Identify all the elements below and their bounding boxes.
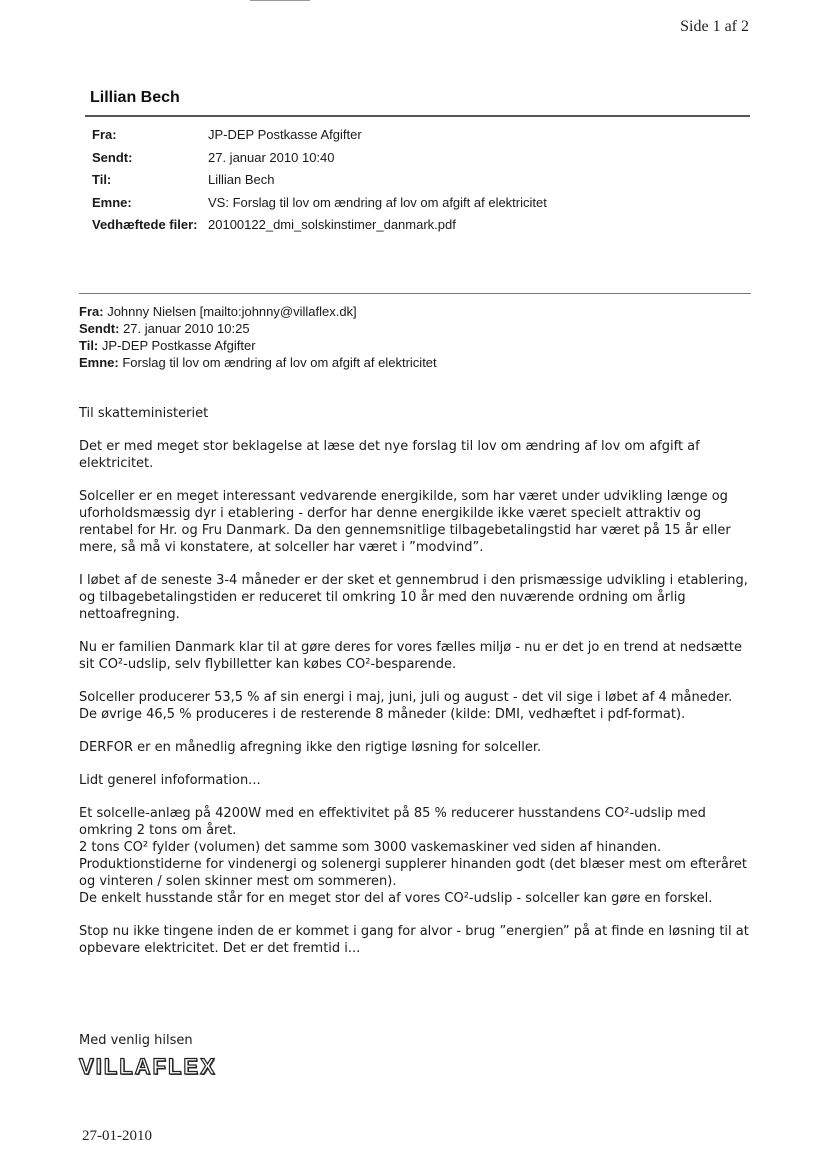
page-number: Side 1 af 2 xyxy=(680,18,749,35)
closing-salutation: Med venlig hilsen xyxy=(79,1033,193,1048)
header-value: JP-DEP Postkasse Afgifter xyxy=(208,127,362,142)
body-greeting: Til skatteministeriet xyxy=(79,406,209,421)
body-paragraph: Det er med meget stor beklagelse at læse det nye forslag til lov om ændring af lov om afgift af elektricitet. xyxy=(79,439,700,471)
header-value: VS: Forslag til lov om ændring af lov om afgift af elektricitet xyxy=(208,194,547,210)
scan-artifact-line xyxy=(250,0,310,1)
body-paragraph: Solceller er en meget interessant vedvarende energikilde, som har været under udvikling længe og uforholdsmæssig dyr i etablering - derfor har denne energikilde ikke været specielt attraktiv og rentabel for Hr. og Fru Danmark. Da den gennemsnitlige tilbagebetalingstid har været på 15 år eller mere, så må vi konstatere, at solceller har været i ”modvind”. xyxy=(79,489,731,555)
header-row-to xyxy=(90,172,750,195)
header-value: Lillian Bech xyxy=(208,172,275,187)
header-label: Til: xyxy=(92,172,112,187)
body-paragraph: Stop nu ikke tingene inden de er kommet i gang for alvor - brug ”energien” på at finde en løsning til at opbevare elektricitet. Det er det fremtid i... xyxy=(79,924,749,956)
header-value: 27. januar 2010 10:40 xyxy=(208,149,335,165)
body-paragraph: Solceller producerer 53,5 % af sin energi i maj, juni, juli og august - det vil sige i løbet af 4 måneder. De øvrige 46,5 % produceres i de resterende 8 måneder (kilde: DMI, vedhæftet i pdf-format). xyxy=(79,690,733,722)
forward-separator-rule xyxy=(79,293,751,294)
fwd-from: Fra: Johnny Nielsen [mailto:johnny@villaflex.dk] xyxy=(79,304,357,319)
header-label: Sendt: xyxy=(92,149,133,165)
body-paragraph: Produktionstiderne for vindenergi og solenergi supplerer hinanden godt (det blæser mest om efteråret og vinteren / solen skinner mest om sommeren). xyxy=(79,857,747,889)
footer-date: 27-01-2010 xyxy=(82,1128,152,1144)
body-paragraph: I løbet af de seneste 3-4 måneder er der sket et gennembrud i den prismæssige udvikling i etablering, og tilbagebetalingstiden er reduceret til omkring 10 år med den nuværende ordning om årlig nettoafregning. xyxy=(79,573,748,622)
body-paragraph: DERFOR er en månedlig afregning ikke den rigtige løsning for solceller. xyxy=(79,740,542,755)
header-row-from xyxy=(90,127,750,150)
header-label: Fra: xyxy=(92,127,117,142)
header-top-rule xyxy=(85,115,750,117)
email-body xyxy=(79,405,751,973)
mailbox-owner-name: Lillian Bech xyxy=(90,89,180,106)
villaflex-logo: VILLAFLEX xyxy=(79,1054,217,1079)
fwd-subject: Emne: Forslag til lov om ændring af lov om afgift af elektricitet xyxy=(79,355,437,370)
fwd-sent: Sendt: 27. januar 2010 10:25 xyxy=(79,321,250,336)
header-label: Emne: xyxy=(92,194,132,210)
body-paragraph: Nu er familien Danmark klar til at gøre deres for vores fælles miljø - nu er det jo en trend at nedsætte sit CO²-udslip, selv flybilletter kan købes CO²-besparende. xyxy=(79,640,742,672)
header-row-subject xyxy=(90,195,750,218)
email-header xyxy=(90,127,750,240)
body-paragraph: De enkelt husstande står for en meget stor del af vores CO²-udslip - solceller kan gøre en forskel. xyxy=(79,891,713,906)
header-row-attachments xyxy=(90,217,750,240)
header-label: Vedhæftede filer: xyxy=(92,217,198,232)
forwarded-header xyxy=(79,303,759,371)
body-paragraph: 2 tons CO² fylder (volumen) det samme som 3000 vaskemaskiner ved siden af hinanden. xyxy=(79,840,662,855)
body-paragraph: Lidt generel infoformation... xyxy=(79,773,261,788)
header-row-sent xyxy=(90,150,750,173)
attachment-filename: 20100122_dmi_solskinstimer_danmark.pdf xyxy=(208,217,456,232)
fwd-to: Til: JP-DEP Postkasse Afgifter xyxy=(79,338,256,353)
body-paragraph: Et solcelle-anlæg på 4200W med en effektivitet på 85 % reducerer husstandens CO²-udslip med omkring 2 tons om året. xyxy=(79,806,706,838)
